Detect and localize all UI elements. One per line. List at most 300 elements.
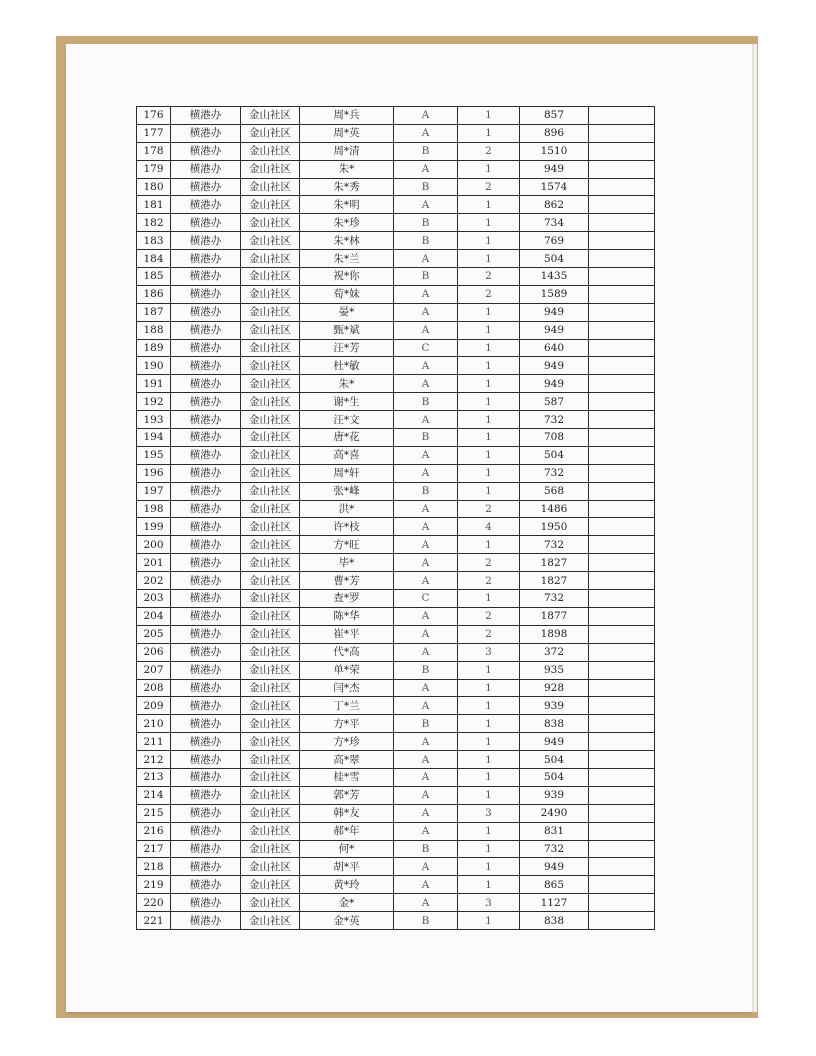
community-cell: 金山社区	[241, 518, 300, 536]
amount-cell: 568	[520, 482, 589, 500]
count-cell: 1	[458, 751, 520, 769]
amount-cell: 732	[520, 840, 589, 858]
name-cell: 单*荣	[300, 661, 394, 679]
note-cell	[589, 321, 655, 339]
community-cell: 金山社区	[241, 411, 300, 429]
table-row	[137, 661, 655, 679]
count-cell: 1	[458, 446, 520, 464]
row-number-cell: 187	[137, 303, 171, 321]
table-row	[137, 500, 655, 518]
count-cell: 1	[458, 590, 520, 608]
office-cell: 横港办	[171, 285, 241, 303]
count-cell: 1	[458, 411, 520, 429]
office-cell: 横港办	[171, 196, 241, 214]
note-cell	[589, 607, 655, 625]
table-row	[137, 142, 655, 160]
table-row	[137, 196, 655, 214]
note-cell	[589, 733, 655, 751]
table-row	[137, 446, 655, 464]
community-cell: 金山社区	[241, 697, 300, 715]
table-body	[137, 107, 655, 930]
amount-cell: 504	[520, 446, 589, 464]
community-cell: 金山社区	[241, 393, 300, 411]
office-cell: 横港办	[171, 178, 241, 196]
note-cell	[589, 822, 655, 840]
table-row	[137, 536, 655, 554]
table-row	[137, 285, 655, 303]
note-cell	[589, 196, 655, 214]
note-cell	[589, 339, 655, 357]
row-number-cell: 190	[137, 357, 171, 375]
office-cell: 横港办	[171, 625, 241, 643]
office-cell: 横港办	[171, 786, 241, 804]
grade-cell: A	[394, 464, 458, 482]
row-number-cell: 188	[137, 321, 171, 339]
count-cell: 1	[458, 357, 520, 375]
office-cell: 横港办	[171, 232, 241, 250]
table-container	[136, 106, 654, 930]
count-cell: 2	[458, 554, 520, 572]
row-number-cell: 182	[137, 214, 171, 232]
grade-cell: A	[394, 786, 458, 804]
community-cell: 金山社区	[241, 142, 300, 160]
office-cell: 横港办	[171, 321, 241, 339]
community-cell: 金山社区	[241, 107, 300, 125]
amount-cell: 857	[520, 107, 589, 125]
office-cell: 横港办	[171, 500, 241, 518]
note-cell	[589, 554, 655, 572]
name-cell: 甄*斌	[300, 321, 394, 339]
name-cell: 朱*秀	[300, 178, 394, 196]
amount-cell: 732	[520, 536, 589, 554]
office-cell: 横港办	[171, 214, 241, 232]
note-cell	[589, 715, 655, 733]
note-cell	[589, 912, 655, 930]
office-cell: 横港办	[171, 160, 241, 178]
note-cell	[589, 232, 655, 250]
office-cell: 横港办	[171, 751, 241, 769]
table-row	[137, 464, 655, 482]
office-cell: 横港办	[171, 643, 241, 661]
note-cell	[589, 142, 655, 160]
amount-cell: 939	[520, 786, 589, 804]
note-cell	[589, 411, 655, 429]
community-cell: 金山社区	[241, 160, 300, 178]
row-number-cell: 205	[137, 625, 171, 643]
office-cell: 横港办	[171, 858, 241, 876]
amount-cell: 1574	[520, 178, 589, 196]
count-cell: 1	[458, 124, 520, 142]
table-row	[137, 572, 655, 590]
name-cell: 汪*文	[300, 411, 394, 429]
amount-cell: 865	[520, 876, 589, 894]
office-cell: 横港办	[171, 446, 241, 464]
table-row	[137, 822, 655, 840]
note-cell	[589, 751, 655, 769]
grade-cell: A	[394, 375, 458, 393]
amount-cell: 372	[520, 643, 589, 661]
community-cell: 金山社区	[241, 894, 300, 912]
community-cell: 金山社区	[241, 429, 300, 447]
note-cell	[589, 876, 655, 894]
grade-cell: A	[394, 518, 458, 536]
amount-cell: 939	[520, 697, 589, 715]
row-number-cell: 197	[137, 482, 171, 500]
name-cell: 张*峰	[300, 482, 394, 500]
office-cell: 横港办	[171, 876, 241, 894]
row-number-cell: 186	[137, 285, 171, 303]
row-number-cell: 179	[137, 160, 171, 178]
note-cell	[589, 357, 655, 375]
count-cell: 1	[458, 464, 520, 482]
office-cell: 横港办	[171, 697, 241, 715]
count-cell: 1	[458, 822, 520, 840]
table-row	[137, 679, 655, 697]
office-cell: 横港办	[171, 411, 241, 429]
count-cell: 2	[458, 572, 520, 590]
grade-cell: A	[394, 285, 458, 303]
office-cell: 横港办	[171, 268, 241, 286]
row-number-cell: 183	[137, 232, 171, 250]
table-row	[137, 482, 655, 500]
amount-cell: 504	[520, 250, 589, 268]
subsidy-table	[136, 106, 655, 930]
row-number-cell: 216	[137, 822, 171, 840]
count-cell: 1	[458, 661, 520, 679]
count-cell: 1	[458, 697, 520, 715]
office-cell: 横港办	[171, 464, 241, 482]
community-cell: 金山社区	[241, 572, 300, 590]
name-cell: 朱*	[300, 160, 394, 178]
amount-cell: 732	[520, 411, 589, 429]
count-cell: 1	[458, 876, 520, 894]
row-number-cell: 178	[137, 142, 171, 160]
note-cell	[589, 214, 655, 232]
grade-cell: A	[394, 321, 458, 339]
table-row	[137, 214, 655, 232]
community-cell: 金山社区	[241, 786, 300, 804]
name-cell: 汪*芳	[300, 339, 394, 357]
amount-cell: 587	[520, 393, 589, 411]
name-cell: 周*轩	[300, 464, 394, 482]
count-cell: 1	[458, 840, 520, 858]
table-row	[137, 232, 655, 250]
grade-cell: A	[394, 733, 458, 751]
amount-cell: 2490	[520, 804, 589, 822]
grade-cell: A	[394, 572, 458, 590]
grade-cell: A	[394, 876, 458, 894]
community-cell: 金山社区	[241, 804, 300, 822]
table-row	[137, 393, 655, 411]
row-number-cell: 201	[137, 554, 171, 572]
count-cell: 1	[458, 715, 520, 733]
note-cell	[589, 697, 655, 715]
table-row	[137, 160, 655, 178]
row-number-cell: 194	[137, 429, 171, 447]
grade-cell: B	[394, 393, 458, 411]
name-cell: 何*	[300, 840, 394, 858]
table-row	[137, 518, 655, 536]
name-cell: 朱*兰	[300, 250, 394, 268]
note-cell	[589, 375, 655, 393]
note-cell	[589, 590, 655, 608]
table-row	[137, 590, 655, 608]
table-row	[137, 786, 655, 804]
count-cell: 1	[458, 429, 520, 447]
count-cell: 1	[458, 536, 520, 554]
name-cell: 曹*芳	[300, 572, 394, 590]
grade-cell: A	[394, 160, 458, 178]
table-row	[137, 768, 655, 786]
count-cell: 2	[458, 268, 520, 286]
row-number-cell: 180	[137, 178, 171, 196]
count-cell: 1	[458, 160, 520, 178]
grade-cell: A	[394, 643, 458, 661]
amount-cell: 896	[520, 124, 589, 142]
amount-cell: 1898	[520, 625, 589, 643]
note-cell	[589, 268, 655, 286]
row-number-cell: 196	[137, 464, 171, 482]
grade-cell: B	[394, 661, 458, 679]
grade-cell: A	[394, 625, 458, 643]
note-cell	[589, 285, 655, 303]
community-cell: 金山社区	[241, 590, 300, 608]
community-cell: 金山社区	[241, 715, 300, 733]
community-cell: 金山社区	[241, 214, 300, 232]
office-cell: 横港办	[171, 357, 241, 375]
office-cell: 横港办	[171, 250, 241, 268]
community-cell: 金山社区	[241, 232, 300, 250]
note-cell	[589, 429, 655, 447]
row-number-cell: 209	[137, 697, 171, 715]
grade-cell: A	[394, 303, 458, 321]
grade-cell: A	[394, 446, 458, 464]
count-cell: 3	[458, 643, 520, 661]
count-cell: 1	[458, 107, 520, 125]
table-row	[137, 858, 655, 876]
amount-cell: 928	[520, 679, 589, 697]
table-row	[137, 321, 655, 339]
name-cell: 朱*	[300, 375, 394, 393]
office-cell: 横港办	[171, 518, 241, 536]
name-cell: 金*	[300, 894, 394, 912]
amount-cell: 640	[520, 339, 589, 357]
amount-cell: 1877	[520, 607, 589, 625]
count-cell: 2	[458, 142, 520, 160]
table-row	[137, 894, 655, 912]
amount-cell: 831	[520, 822, 589, 840]
grade-cell: B	[394, 429, 458, 447]
community-cell: 金山社区	[241, 751, 300, 769]
community-cell: 金山社区	[241, 303, 300, 321]
community-cell: 金山社区	[241, 643, 300, 661]
row-number-cell: 176	[137, 107, 171, 125]
name-cell: 周*兵	[300, 107, 394, 125]
table-row	[137, 339, 655, 357]
note-cell	[589, 250, 655, 268]
table-row	[137, 625, 655, 643]
row-number-cell: 191	[137, 375, 171, 393]
count-cell: 2	[458, 500, 520, 518]
name-cell: 许*枝	[300, 518, 394, 536]
table-row	[137, 697, 655, 715]
community-cell: 金山社区	[241, 679, 300, 697]
count-cell: 1	[458, 733, 520, 751]
amount-cell: 935	[520, 661, 589, 679]
count-cell: 4	[458, 518, 520, 536]
row-number-cell: 208	[137, 679, 171, 697]
office-cell: 横港办	[171, 375, 241, 393]
row-number-cell: 219	[137, 876, 171, 894]
table-row	[137, 303, 655, 321]
note-cell	[589, 393, 655, 411]
grade-cell: A	[394, 751, 458, 769]
note-cell	[589, 786, 655, 804]
community-cell: 金山社区	[241, 250, 300, 268]
table-row	[137, 375, 655, 393]
count-cell: 1	[458, 232, 520, 250]
grade-cell: B	[394, 178, 458, 196]
community-cell: 金山社区	[241, 464, 300, 482]
name-cell: 唐*花	[300, 429, 394, 447]
note-cell	[589, 446, 655, 464]
name-cell: 方*珍	[300, 733, 394, 751]
note-cell	[589, 894, 655, 912]
note-cell	[589, 464, 655, 482]
name-cell: 黄*玲	[300, 876, 394, 894]
amount-cell: 1950	[520, 518, 589, 536]
row-number-cell: 217	[137, 840, 171, 858]
amount-cell: 1827	[520, 572, 589, 590]
name-cell: 韩*友	[300, 804, 394, 822]
note-cell	[589, 303, 655, 321]
community-cell: 金山社区	[241, 858, 300, 876]
grade-cell: B	[394, 214, 458, 232]
grade-cell: A	[394, 804, 458, 822]
table-row	[137, 250, 655, 268]
grade-cell: B	[394, 232, 458, 250]
name-cell: 朱*珍	[300, 214, 394, 232]
community-cell: 金山社区	[241, 500, 300, 518]
name-cell: 桂*雪	[300, 768, 394, 786]
row-number-cell: 211	[137, 733, 171, 751]
table-row	[137, 429, 655, 447]
grade-cell: A	[394, 124, 458, 142]
community-cell: 金山社区	[241, 536, 300, 554]
name-cell: 朱*林	[300, 232, 394, 250]
office-cell: 横港办	[171, 393, 241, 411]
row-number-cell: 203	[137, 590, 171, 608]
note-cell	[589, 768, 655, 786]
amount-cell: 732	[520, 464, 589, 482]
grade-cell: B	[394, 482, 458, 500]
table-row	[137, 411, 655, 429]
row-number-cell: 207	[137, 661, 171, 679]
table-row	[137, 804, 655, 822]
grade-cell: A	[394, 858, 458, 876]
amount-cell: 504	[520, 751, 589, 769]
note-cell	[589, 625, 655, 643]
name-cell: 高*翠	[300, 751, 394, 769]
row-number-cell: 214	[137, 786, 171, 804]
row-number-cell: 215	[137, 804, 171, 822]
community-cell: 金山社区	[241, 768, 300, 786]
amount-cell: 838	[520, 912, 589, 930]
community-cell: 金山社区	[241, 625, 300, 643]
name-cell: 晏*	[300, 303, 394, 321]
community-cell: 金山社区	[241, 375, 300, 393]
count-cell: 1	[458, 375, 520, 393]
office-cell: 横港办	[171, 429, 241, 447]
community-cell: 金山社区	[241, 339, 300, 357]
amount-cell: 949	[520, 375, 589, 393]
community-cell: 金山社区	[241, 482, 300, 500]
office-cell: 横港办	[171, 768, 241, 786]
grade-cell: A	[394, 500, 458, 518]
note-cell	[589, 160, 655, 178]
grade-cell: B	[394, 840, 458, 858]
name-cell: 代*高	[300, 643, 394, 661]
row-number-cell: 177	[137, 124, 171, 142]
amount-cell: 504	[520, 768, 589, 786]
table-row	[137, 876, 655, 894]
amount-cell: 1510	[520, 142, 589, 160]
count-cell: 1	[458, 196, 520, 214]
grade-cell: C	[394, 590, 458, 608]
amount-cell: 862	[520, 196, 589, 214]
community-cell: 金山社区	[241, 876, 300, 894]
community-cell: 金山社区	[241, 607, 300, 625]
count-cell: 1	[458, 679, 520, 697]
amount-cell: 732	[520, 590, 589, 608]
name-cell: 郭*芳	[300, 786, 394, 804]
row-number-cell: 192	[137, 393, 171, 411]
office-cell: 横港办	[171, 303, 241, 321]
table-row	[137, 715, 655, 733]
table-row	[137, 912, 655, 930]
community-cell: 金山社区	[241, 912, 300, 930]
count-cell: 2	[458, 625, 520, 643]
table-row	[137, 107, 655, 125]
name-cell: 郝*年	[300, 822, 394, 840]
office-cell: 横港办	[171, 590, 241, 608]
community-cell: 金山社区	[241, 822, 300, 840]
office-cell: 横港办	[171, 822, 241, 840]
community-cell: 金山社区	[241, 321, 300, 339]
amount-cell: 949	[520, 160, 589, 178]
count-cell: 1	[458, 768, 520, 786]
table-row	[137, 643, 655, 661]
note-cell	[589, 124, 655, 142]
community-cell: 金山社区	[241, 268, 300, 286]
name-cell: 谢*生	[300, 393, 394, 411]
office-cell: 横港办	[171, 142, 241, 160]
name-cell: 杜*敏	[300, 357, 394, 375]
note-cell	[589, 178, 655, 196]
name-cell: 陈*华	[300, 607, 394, 625]
row-number-cell: 210	[137, 715, 171, 733]
grade-cell: A	[394, 107, 458, 125]
table-row	[137, 178, 655, 196]
amount-cell: 708	[520, 429, 589, 447]
amount-cell: 949	[520, 357, 589, 375]
count-cell: 1	[458, 321, 520, 339]
amount-cell: 1127	[520, 894, 589, 912]
name-cell: 朱*明	[300, 196, 394, 214]
row-number-cell: 220	[137, 894, 171, 912]
office-cell: 横港办	[171, 715, 241, 733]
community-cell: 金山社区	[241, 285, 300, 303]
